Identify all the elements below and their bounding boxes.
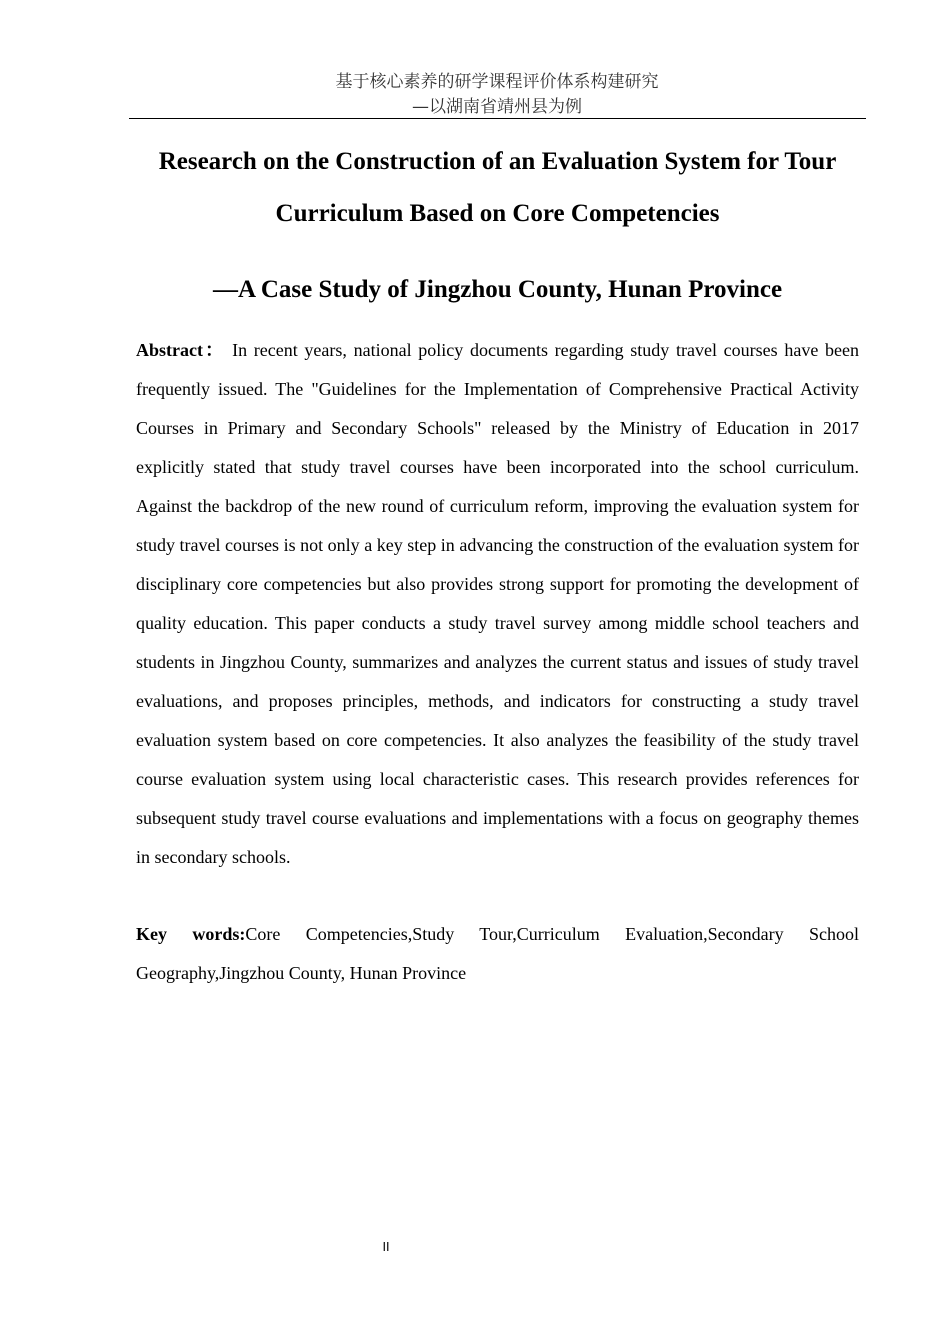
abstract-paragraph [136,331,859,877]
running-header [129,70,865,120]
keywords-paragraph [136,915,859,993]
abstract-label: Abstract： [136,340,226,360]
keywords-text: Core Competencies,Study Tour,Curriculum Evaluation,Secondary School Geography,Jingzhou County, Hunan Province [136,924,859,983]
abstract-text: In recent years, national policy documents regarding study travel courses have been frequently issued. The "Guidelines for the Implementation of Comprehensive Practical Activity Courses in Primary and Secondary Schools" released by the Ministry of Education in 2017 explicitly stated that study travel courses have been incorporated into the school curriculum. Against the backdrop of the new round of curriculum reform, improving the evaluation system for study travel courses is not only a key step in advancing the construction of the evaluation system for disciplinary core competencies but also provides strong support for promoting the development of quality education. This paper conducts a study travel survey among middle school teachers and students in Jingzhou County, summarizes and analyzes the current status and issues of study travel evaluations, and proposes principles, methods, and indicators for constructing a study travel evaluation system based on core competencies. It also analyzes the feasibility of the study travel course evaluation system using local characteristic cases. This research provides references for subsequent study travel course evaluations and implementations with a focus on geography themes in secondary schools. [136,340,860,867]
header-divider [129,118,866,119]
keywords-label: Key words: [136,924,246,944]
running-header-line-1: 基于核心素养的研学课程评价体系构建研究 [335,72,659,92]
paper-title: Research on the Construction of an Evaluation System for Tour Curriculum Based on Core Competencies [158,148,837,227]
page-number: II [382,1240,390,1254]
running-header-line-2: —以湖南省靖州县为例 [412,97,582,117]
paper-subtitle: —A Case Study of Jingzhou County, Hunan Province [212,276,783,303]
